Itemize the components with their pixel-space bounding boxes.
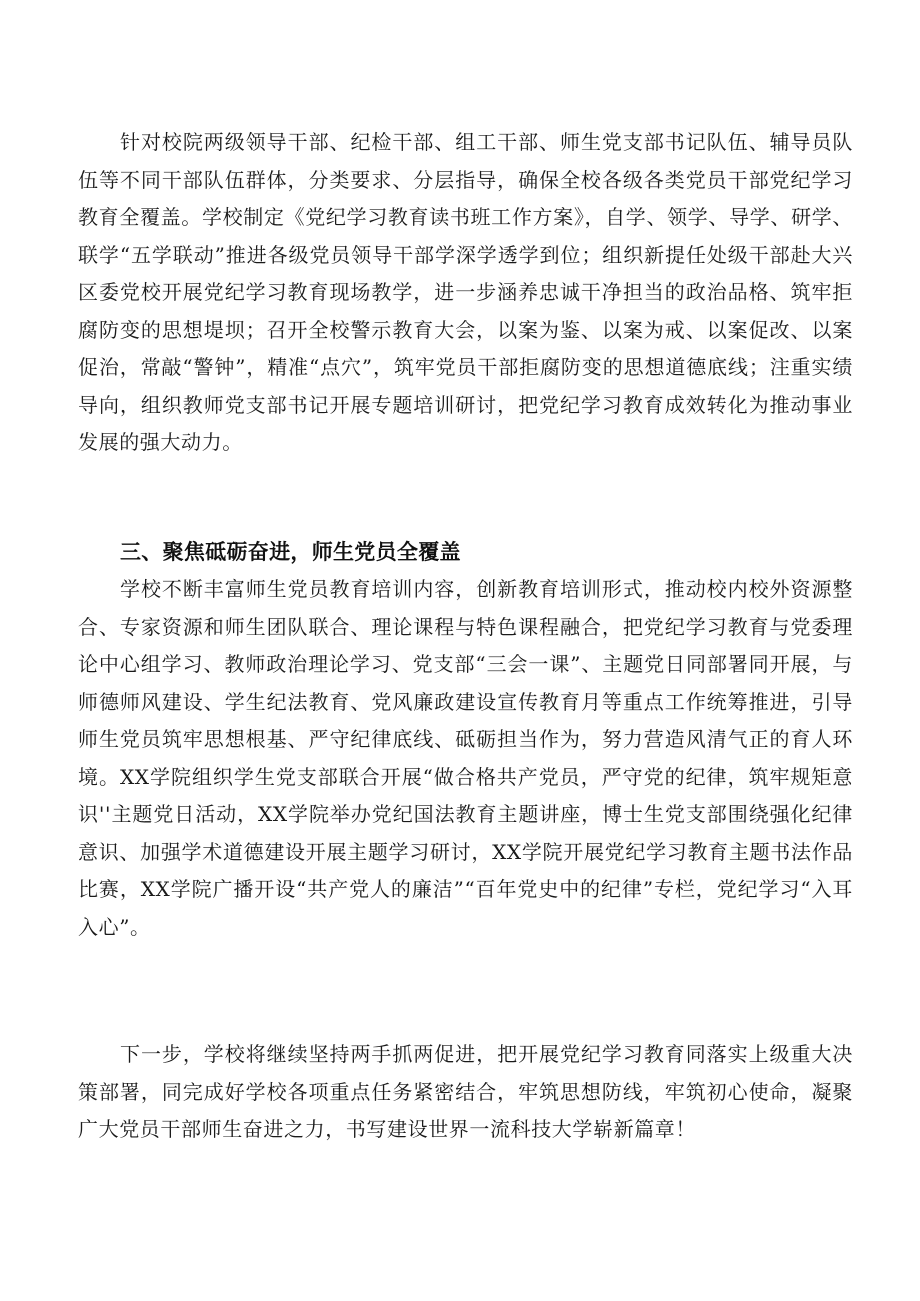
section-heading-three: 三、聚焦砥砺奋进，师生党员全覆盖 [120, 540, 461, 564]
body-paragraph-education-activities: 学校不断丰富师生党员教育培训内容，创新教育培训形式，推动校内校外资源整合、专家资源和师生团队联合、理论课程与特色课程融合，把党纪学习教育与党委理论中心组学习、教师政治理论学习、党支部“三会一课”、主题党日同部署同开展，与师德师风建设、学生纪法教育、党风廉政建设宣传教育月等重点工作统筹推进，引导师生党员筑牢思想根基、严守纪律底线、砥砺担当作为，努力营造风清气正的育人环境。XX学院组织学生党支部联合开展“做合格共产党员，严守党的纪律，筑牢规矩意识''主题党日活动，XX学院举办党纪国法教育主题讲座，博士生党支部围绕强化纪律意识、加强学术道德建设开展主题学习研讨，XX学院开展党纪学习教育主题书法作品比赛，XX学院广播开设“共产党人的廉洁”“百年党史中的纪律”专栏，党纪学习“入耳入心”。 [78, 577, 853, 939]
body-paragraph-cadre-training: 针对校院两级领导干部、纪检干部、组工干部、师生党支部书记队伍、辅导员队伍等不同干部队伍群体，分类要求、分层指导，确保全校各级各类党员干部党纪学习教育全覆盖。学校制定《党纪学习教育读书班工作方案》，自学、领学、导学、研学、联学“五学联动”推进各级党员领导干部学深学透学到位；组织新提任处级干部赴大兴区委党校开展党纪学习教育现场教学，进一步涵养忠诚干净担当的政治品格、筑牢拒腐防变的思想堤坝；召开全校警示教育大会，以案为鉴、以案为戒、以案促改、以案促治，常敲“警钟”，精准“点穴”，筑牢党员干部拒腐防变的思想道德底线；注重实绩导向，组织教师党支部书记开展专题培训研讨，把党纪学习教育成效转化为推动事业发展的强大动力。 [78, 130, 853, 454]
body-paragraph-next-steps: 下一步，学校将继续坚持两手抓两促进，把开展党纪学习教育同落实上级重大决策部署，同完成好学校各项重点任务紧密结合，牢筑思想防线，牢筑初心使命，凝聚广大党员干部师生奋进之力，书写建设世界一流科技大学崭新篇章！ [78, 1042, 853, 1141]
